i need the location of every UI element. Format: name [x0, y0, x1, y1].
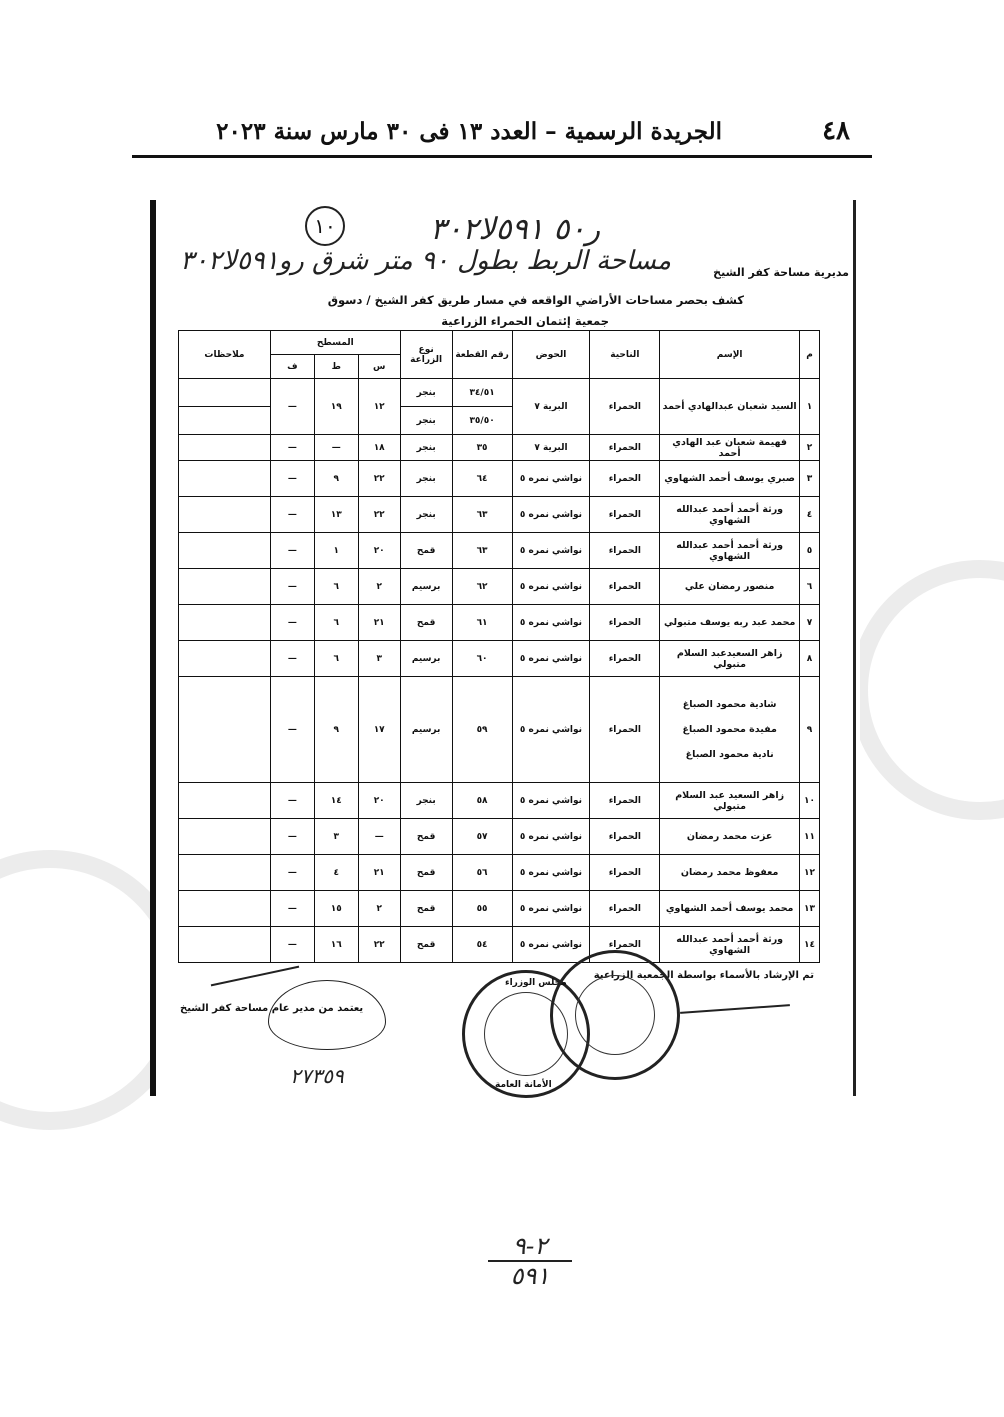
cell-notes	[179, 855, 271, 891]
cell-area-s: ١٢	[358, 379, 400, 435]
cell-district: الحمراء	[590, 819, 660, 855]
cell-district: الحمراء	[590, 461, 660, 497]
header-plot-no: رقم القطعة	[452, 331, 512, 379]
owner-name: معفوظ محمد رمضان	[680, 867, 779, 878]
cell-area-f: —	[270, 819, 314, 855]
cell-name	[660, 641, 800, 677]
cell-num: ١٣	[800, 891, 820, 927]
cell-notes	[179, 569, 271, 605]
cell-area-f: —	[270, 855, 314, 891]
cell-name	[660, 497, 800, 533]
cell-name	[660, 605, 800, 641]
cell-num: ٧	[800, 605, 820, 641]
cell-name	[660, 435, 800, 461]
table-row	[179, 641, 820, 677]
cell-name	[660, 927, 800, 963]
owner-name: ورثة أحمد أحمد عبدالله الشهاوي	[676, 503, 784, 526]
cell-crop: برسيم	[400, 569, 452, 605]
cell-area-f: —	[270, 927, 314, 963]
cell-plot: ٦٢	[452, 569, 512, 605]
cell-plot: ٦٤	[452, 461, 512, 497]
cell-plot: ٦٣	[452, 497, 512, 533]
cell-area-t: ٤	[314, 855, 358, 891]
cell-district: الحمراء	[590, 497, 660, 533]
cell-name	[660, 819, 800, 855]
owner-name: زاهر السعيد عبد السلام متبولي	[675, 789, 785, 812]
cell-area-t: ٩	[314, 677, 358, 783]
table-row	[179, 461, 820, 497]
header-area-s: س	[358, 355, 400, 379]
cell-plot: ٥٩	[452, 677, 512, 783]
cell-area-t: ٦	[314, 605, 358, 641]
cell-num: ٥	[800, 533, 820, 569]
cell-crop: قمح	[400, 533, 452, 569]
cell-notes	[179, 927, 271, 963]
cell-basin: نواشي نمره ٥	[512, 855, 590, 891]
cell-notes	[179, 379, 271, 407]
table-row	[179, 533, 820, 569]
cell-num: ٤	[800, 497, 820, 533]
cell-name	[660, 855, 800, 891]
cell-plot: ٦٠	[452, 641, 512, 677]
fraction-numerator: ٢-٩	[512, 1232, 548, 1260]
cell-area-s: ٢٢	[358, 927, 400, 963]
cell-basin: نواشي نمره ٥	[512, 927, 590, 963]
cell-num: ٦	[800, 569, 820, 605]
header-num: م	[800, 331, 820, 379]
cell-area-f: —	[270, 569, 314, 605]
land-records-table	[178, 330, 820, 963]
cell-area-t: ١٦	[314, 927, 358, 963]
cell-num: ٢	[800, 435, 820, 461]
cell-district: الحمراء	[590, 605, 660, 641]
cell-plot: ٣٤/٥١	[452, 379, 512, 407]
cell-notes	[179, 819, 271, 855]
table-row	[179, 855, 820, 891]
header-district: الناحية	[590, 331, 660, 379]
approval-note: يعتمد من مدير عام مساحة كفر الشيخ	[180, 1003, 364, 1014]
cell-area-t: ٩	[314, 461, 358, 497]
cell-notes	[179, 891, 271, 927]
cell-plot: ٥٨	[452, 783, 512, 819]
cell-name: السيد شعبان عبدالهادي أحمد	[660, 379, 800, 435]
cell-basin: نواشي نمره ٥	[512, 605, 590, 641]
header-basin: الحوض	[512, 331, 590, 379]
cell-num: ١	[800, 379, 820, 435]
table-row	[179, 783, 820, 819]
table-row	[179, 677, 820, 783]
cell-area-s: ١٨	[358, 435, 400, 461]
cell-area-t: ٦	[314, 569, 358, 605]
cell-area-f: —	[270, 497, 314, 533]
cell-area-s: ٢١	[358, 605, 400, 641]
cell-notes	[179, 783, 271, 819]
cell-area-s: ٢٠	[358, 783, 400, 819]
page-header	[132, 112, 872, 152]
cell-crop: بنجر	[400, 461, 452, 497]
cell-crop: بنجر	[400, 407, 452, 435]
cell-plot: ٥٥	[452, 891, 512, 927]
cell-num: ٣	[800, 461, 820, 497]
handwritten-registration-number: ٢٧٣٥٩	[290, 1064, 344, 1088]
cell-area-t: ١٣	[314, 497, 358, 533]
association-name: جمعية إئتمان الحمراء الزراعية	[441, 314, 609, 328]
cell-area-t: —	[314, 435, 358, 461]
cell-area-f: —	[270, 533, 314, 569]
cell-basin: نواشي نمره ٥	[512, 569, 590, 605]
cell-num: ٨	[800, 641, 820, 677]
handwritten-top-note: ر٥٠ ٥٩١لا٣٠٢	[430, 212, 601, 247]
cell-name	[660, 461, 800, 497]
table-row	[179, 497, 820, 533]
cell-basin: نواشي نمره ٥	[512, 641, 590, 677]
cell-area-s: ٢٢	[358, 497, 400, 533]
cell-notes	[179, 533, 271, 569]
cell-notes	[179, 641, 271, 677]
table-row	[179, 605, 820, 641]
table-row	[179, 927, 820, 963]
cell-notes	[179, 407, 271, 435]
cell-district: الحمراء	[590, 783, 660, 819]
cell-crop: قمح	[400, 927, 452, 963]
cell-basin: نواشي نمره ٥	[512, 783, 590, 819]
owner-name: ورثة أحمد أحمد عبدالله الشهاوي	[676, 933, 784, 956]
cell-area-f: —	[270, 379, 314, 435]
owner-name: مفيدة محمود الصباغ	[682, 724, 777, 735]
cell-district: الحمراء	[590, 855, 660, 891]
table-row	[179, 379, 820, 407]
cell-plot: ٣٥	[452, 435, 512, 461]
cell-area-s: ٢	[358, 891, 400, 927]
cell-basin: نواشي نمره ٥	[512, 677, 590, 783]
cell-district: الحمراء	[590, 533, 660, 569]
cell-crop: برسيم	[400, 677, 452, 783]
cell-plot: ٥٤	[452, 927, 512, 963]
cell-num: ٩	[800, 677, 820, 783]
seal-top-text: مجلس الوزراء	[505, 978, 567, 988]
cell-district: الحمراء	[590, 379, 660, 435]
cell-plot: ٦٣	[452, 533, 512, 569]
cell-crop: قمح	[400, 855, 452, 891]
header-area-t: ط	[314, 355, 358, 379]
table-row	[179, 569, 820, 605]
cell-area-s: ٢٠	[358, 533, 400, 569]
owner-name: شادية محمود الصباغ	[682, 699, 777, 710]
cell-area-s: ٢	[358, 569, 400, 605]
page-title: الجريدة الرسمية – العدد ١٣ فى ٣٠ مارس سنة ٢٠٢٣	[216, 118, 722, 145]
cell-notes	[179, 497, 271, 533]
cell-notes	[179, 461, 271, 497]
cell-notes	[179, 677, 271, 783]
cell-basin: نواشي نمره ٥	[512, 533, 590, 569]
cell-num: ١٤	[800, 927, 820, 963]
cell-basin: البرية ٧	[512, 435, 590, 461]
cell-crop: قمح	[400, 891, 452, 927]
directorate-label: مديرية مساحة كفر الشيخ	[713, 266, 849, 279]
scan-left-edge	[150, 200, 156, 1096]
owner-name: زاهر السعيدعبد السلام متبولي	[676, 647, 783, 670]
document-subject: كشف بحصر مساحات الأراضي الواقعه في مسار طريق كفر الشيخ / دسوق	[327, 293, 744, 307]
header-rule	[132, 155, 872, 158]
cell-district: الحمراء	[590, 891, 660, 927]
handwritten-second-line: مساحة الربط بطول ٩٠ متر شرق رو٥٩١لا٣٠٢	[180, 246, 672, 276]
cell-num: ١٢	[800, 855, 820, 891]
cell-crop: بنجر	[400, 379, 452, 407]
guidance-note: تم الإرشاد بالأسماء بواسطة الجمعية الزراعية	[593, 970, 814, 981]
header-notes: ملاحظات	[179, 331, 271, 379]
table-row	[179, 891, 820, 927]
owner-name: محمد يوسف أحمد الشهاوي	[665, 903, 794, 914]
table-row	[179, 819, 820, 855]
cell-notes	[179, 605, 271, 641]
scan-right-edge	[853, 200, 856, 1096]
cell-area-f: —	[270, 677, 314, 783]
cell-area-t: ١٥	[314, 891, 358, 927]
cell-basin: نواشي نمره ٥	[512, 891, 590, 927]
cell-crop: قمح	[400, 605, 452, 641]
cell-area-f: —	[270, 783, 314, 819]
cell-area-t: ١٤	[314, 783, 358, 819]
cell-district: الحمراء	[590, 927, 660, 963]
header-area-f: ف	[270, 355, 314, 379]
association-seal-inner	[575, 975, 655, 1055]
cell-area-s: ١٧	[358, 677, 400, 783]
table-body	[179, 379, 820, 963]
cell-basin: نواشي نمره ٥	[512, 461, 590, 497]
cell-area-t: ١	[314, 533, 358, 569]
cell-plot: ٦١	[452, 605, 512, 641]
cell-basin: نواشي نمره ٥	[512, 819, 590, 855]
cell-district: الحمراء	[590, 569, 660, 605]
header-name: الإسم	[660, 331, 800, 379]
watermark-ring-right	[850, 560, 1004, 820]
cell-name	[660, 891, 800, 927]
cell-crop: برسيم	[400, 641, 452, 677]
cell-area-s: ٢٢	[358, 461, 400, 497]
cell-crop: قمح	[400, 819, 452, 855]
handwritten-circled-number: ١٠	[305, 206, 345, 246]
cell-name	[660, 783, 800, 819]
cell-basin: البرية ٧	[512, 379, 590, 435]
cell-crop: بنجر	[400, 783, 452, 819]
seal-bottom-text: الأمانة العامة	[495, 1080, 552, 1090]
table-row	[179, 435, 820, 461]
cell-area-f: —	[270, 641, 314, 677]
cell-notes	[179, 435, 271, 461]
cell-area-t: ٦	[314, 641, 358, 677]
cell-crop: بنجر	[400, 497, 452, 533]
owner-name: نادية محمود الصباغ	[685, 749, 774, 760]
header-crop-type: نوع الزراعة	[400, 331, 452, 379]
header-area: المسطح	[270, 331, 400, 355]
cell-plot: ٣٥/٥٠	[452, 407, 512, 435]
fraction-denominator: ٥٩١	[510, 1262, 550, 1290]
cell-district: الحمراء	[590, 435, 660, 461]
cell-area-s: ٢١	[358, 855, 400, 891]
owner-name: ورثة أحمد أحمد عبدالله الشهاوي	[676, 539, 784, 562]
owner-name: فهيمة شعبان عبد الهادي أحمد	[672, 436, 788, 459]
page-number: ٤٨	[822, 116, 850, 146]
cell-num: ١٠	[800, 783, 820, 819]
cell-area-s: —	[358, 819, 400, 855]
cell-area-s: ٣	[358, 641, 400, 677]
owner-name: عزت محمد رمضان	[686, 831, 773, 842]
cell-name	[660, 533, 800, 569]
cell-area-f: —	[270, 605, 314, 641]
cell-name	[660, 569, 800, 605]
page-fraction	[480, 1232, 580, 1290]
cell-name	[660, 677, 800, 783]
cell-district: الحمراء	[590, 677, 660, 783]
cell-area-t: ٣	[314, 819, 358, 855]
cell-district: الحمراء	[590, 641, 660, 677]
owner-name: محمد عبد ربه يوسف متبولي	[663, 617, 796, 628]
cell-crop: بنجر	[400, 435, 452, 461]
cell-area-t: ١٩	[314, 379, 358, 435]
owner-name: منصور رمضان علي	[684, 581, 775, 592]
cell-area-f: —	[270, 461, 314, 497]
owner-name: صبري يوسف أحمد الشهاوي	[664, 473, 795, 484]
cell-area-f: —	[270, 891, 314, 927]
cell-basin: نواشي نمره ٥	[512, 497, 590, 533]
cell-plot: ٥٦	[452, 855, 512, 891]
cell-num: ١١	[800, 819, 820, 855]
cell-plot: ٥٧	[452, 819, 512, 855]
cell-area-f: —	[270, 435, 314, 461]
